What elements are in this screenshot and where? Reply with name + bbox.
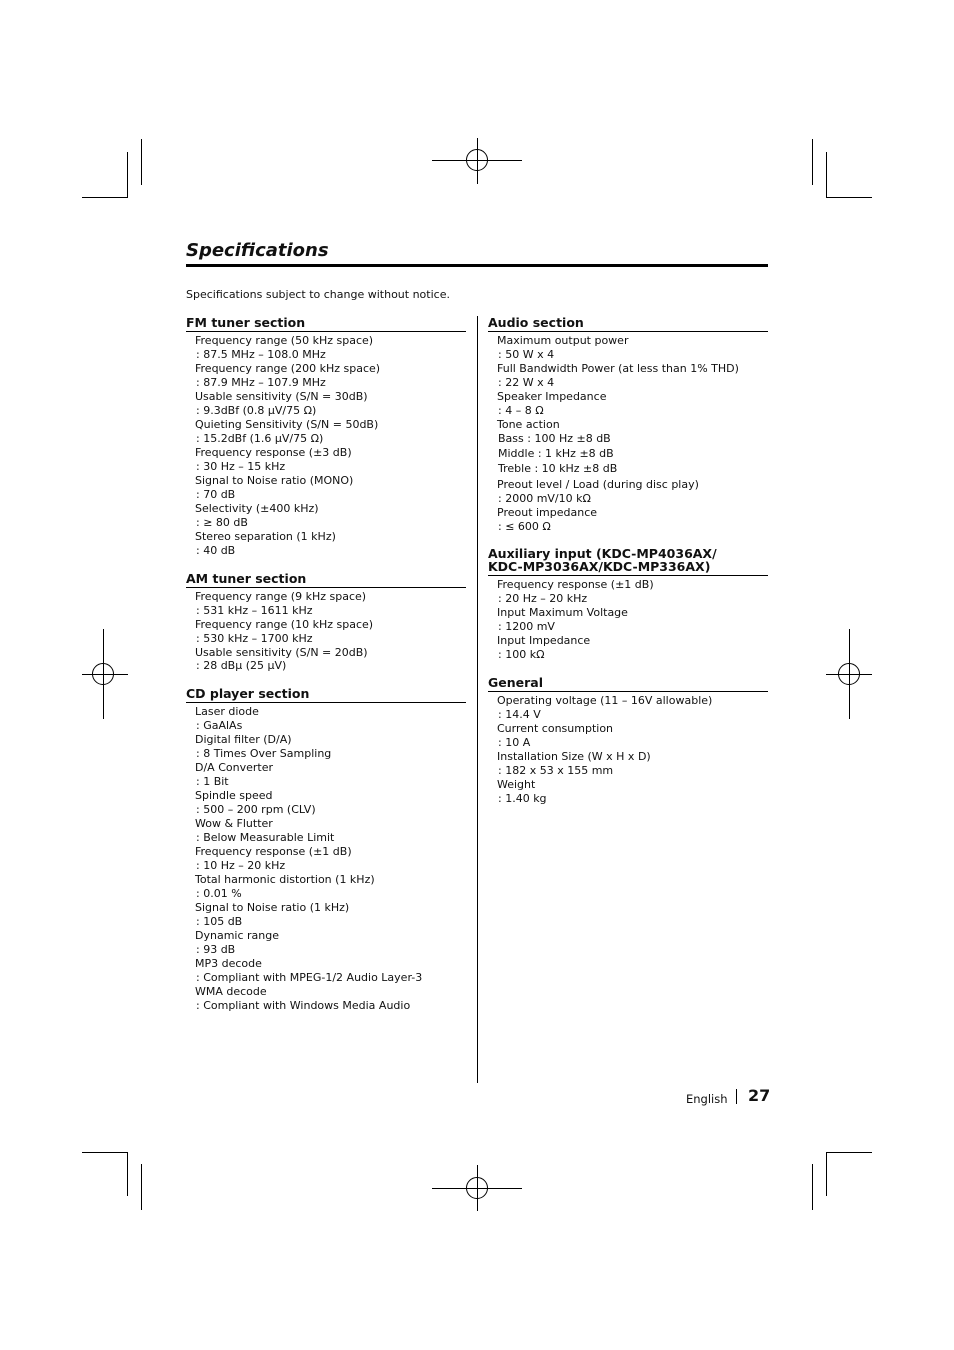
- audio-section: [488, 316, 768, 533]
- spec-value: : 50 W x 4: [498, 347, 555, 361]
- section-heading: CD player section: [186, 687, 466, 703]
- section-heading: General: [488, 676, 768, 692]
- spec-label: Wow & Flutter: [195, 817, 273, 831]
- spec-value: : 14.4 V: [498, 708, 541, 722]
- spec-value: : 70 dB: [196, 487, 236, 501]
- spec-label: Current consumption: [497, 722, 614, 736]
- section-heading: AM tuner section: [186, 572, 466, 588]
- spec-label: Speaker Impedance: [497, 389, 607, 403]
- general-section: [488, 676, 768, 806]
- spec-label: Digital filter (D/A): [195, 733, 292, 747]
- spec-value: : 22 W x 4: [498, 375, 555, 389]
- spec-label: Frequency range (9 kHz space): [195, 589, 367, 603]
- spec-label: Weight: [497, 778, 536, 792]
- spec-label: Installation Size (W x H x D): [497, 750, 651, 764]
- spec-label: Operating voltage (11 – 16V allowable): [497, 694, 713, 708]
- spec-value: : 4 – 8 Ω: [498, 403, 544, 417]
- spec-value: : Compliant with Windows Media Audio: [196, 998, 411, 1012]
- spec-label: Laser diode: [195, 705, 259, 719]
- spec-value: Treble : 10 kHz ±8 dB: [498, 461, 618, 475]
- spec-value: : 182 x 53 x 155 mm: [498, 764, 614, 778]
- spec-label: Total harmonic distortion (1 kHz): [195, 873, 375, 887]
- right-column: [488, 316, 768, 820]
- section-heading: Audio section: [488, 316, 768, 332]
- spec-value: : Below Measurable Limit: [196, 831, 335, 845]
- spec-value: : ≥ 80 dB: [196, 515, 248, 529]
- spec-label: Frequency response (±3 dB): [195, 445, 352, 459]
- title-underline: [186, 264, 768, 267]
- section-heading: FM tuner section: [186, 316, 466, 332]
- spec-value: : 9.3dBf (0.8 μV/75 Ω): [196, 403, 317, 417]
- cd-player-section: [186, 687, 466, 1012]
- spec-label: D/A Converter: [195, 761, 273, 775]
- auxiliary-input-section: [488, 547, 768, 662]
- spec-value: : 87.5 MHz – 108.0 MHz: [196, 347, 326, 361]
- spec-label: Input Impedance: [497, 634, 591, 648]
- page-title: Specifications: [186, 240, 329, 261]
- spec-value: : 8 Times Over Sampling: [196, 747, 332, 761]
- left-column: [186, 316, 466, 1027]
- spec-value: : 2000 mV/10 kΩ: [498, 491, 591, 505]
- section-heading-line: Auxiliary input (KDC-MP4036AX/: [488, 546, 717, 562]
- spec-value: : Compliant with MPEG-1/2 Audio Layer-3: [196, 970, 423, 984]
- spec-label: Maximum output power: [497, 334, 629, 347]
- spec-value: : 10 Hz – 20 kHz: [196, 859, 286, 873]
- section-heading: [488, 547, 768, 576]
- spec-label: Frequency range (200 kHz space): [195, 361, 381, 375]
- spec-label: Signal to Noise ratio (1 kHz): [195, 901, 350, 915]
- spec-label: Usable sensitivity (S/N = 30dB): [195, 389, 368, 403]
- spec-value: : 1 Bit: [196, 775, 229, 789]
- spec-value: : 531 kHz – 1611 kHz: [196, 603, 313, 617]
- spec-label: Stereo separation (1 kHz): [195, 529, 336, 543]
- spec-value: : 40 dB: [196, 543, 236, 557]
- spec-value: : ≤ 600 Ω: [498, 519, 551, 533]
- spec-label: Quieting Sensitivity (S/N = 50dB): [195, 417, 379, 431]
- spec-label: Frequency response (±1 dB): [195, 845, 352, 859]
- spec-value: : 93 dB: [196, 943, 236, 957]
- spec-value: : 15.2dBf (1.6 μV/75 Ω): [196, 431, 324, 445]
- fm-tuner-section: [186, 316, 466, 558]
- spec-label: Dynamic range: [195, 929, 279, 943]
- page-number: 27: [748, 1086, 771, 1105]
- spec-label: Frequency range (50 kHz space): [195, 334, 374, 347]
- spec-value: : 28 dBμ (25 μV): [196, 659, 287, 673]
- spec-value: : 10 A: [498, 736, 531, 750]
- spec-value: : 100 kΩ: [498, 648, 545, 662]
- spec-label: MP3 decode: [195, 957, 262, 970]
- spec-value: : 30 Hz – 15 kHz: [196, 459, 286, 473]
- spec-value: : 530 kHz – 1700 kHz: [196, 631, 313, 645]
- spec-label: Tone action: [497, 417, 560, 431]
- spec-label: Spindle speed: [195, 789, 273, 803]
- column-divider: [477, 316, 478, 1083]
- spec-value: : 500 – 200 rpm (CLV): [196, 803, 316, 817]
- spec-value: : 1200 mV: [498, 620, 555, 634]
- spec-label: Preout impedance: [497, 505, 598, 519]
- spec-label: Preout level / Load (during disc play): [497, 477, 699, 491]
- am-tuner-section: [186, 572, 466, 674]
- spec-label: Frequency range (10 kHz space): [195, 617, 374, 631]
- spec-value: : GaAlAs: [196, 719, 243, 733]
- spec-value: : 0.01 %: [196, 887, 242, 901]
- spec-value: : 87.9 MHz – 107.9 MHz: [196, 375, 326, 389]
- spec-value: Bass : 100 Hz ±8 dB: [498, 431, 611, 445]
- spec-label: Frequency response (±1 dB): [497, 578, 654, 592]
- spec-label: WMA decode: [195, 984, 267, 998]
- spec-value: : 105 dB: [196, 915, 243, 929]
- spec-label: Input Maximum Voltage: [497, 606, 628, 620]
- spec-value: Middle : 1 kHz ±8 dB: [498, 446, 614, 460]
- spec-label: Signal to Noise ratio (MONO): [195, 473, 354, 487]
- footer-language: English: [686, 1092, 728, 1106]
- footer-separator: [736, 1089, 737, 1104]
- spec-label: Full Bandwidth Power (at less than 1% THD): [497, 361, 739, 375]
- section-heading-line: KDC-MP3036AX/KDC-MP336AX): [488, 559, 711, 575]
- spec-label: Selectivity (±400 kHz): [195, 501, 319, 515]
- spec-value: : 1.40 kg: [498, 792, 547, 806]
- spec-value: : 20 Hz – 20 kHz: [498, 592, 588, 606]
- change-notice: Specifications subject to change without notice.: [186, 288, 450, 301]
- spec-label: Usable sensitivity (S/N = 20dB): [195, 645, 368, 659]
